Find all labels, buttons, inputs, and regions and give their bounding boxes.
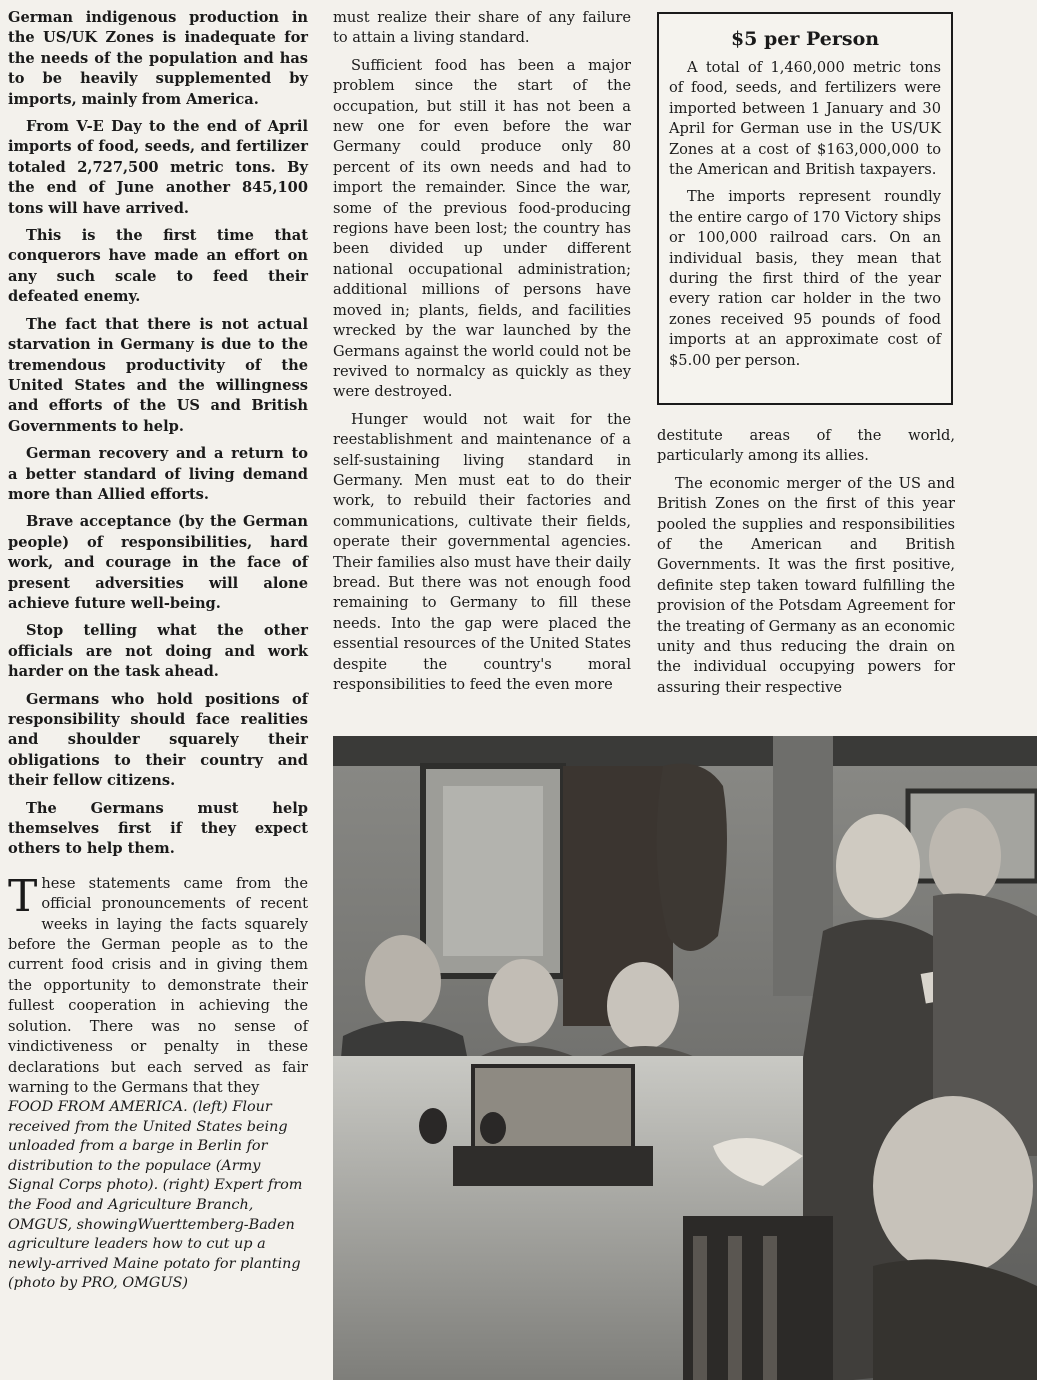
paragraph: The Germans must help themselves first if they expect others to help them. xyxy=(8,799,308,858)
paragraph: German recovery and a return to a better standard of living demand more than Allied efforts. xyxy=(8,445,308,503)
paragraph: This is the first time that conquerors have made an effort on any such scale to feed their defeated enemy. xyxy=(8,227,308,306)
column-3 xyxy=(657,426,955,705)
paragraph: The fact that there is not actual starvation in Germany is due to the tremendous productivity of the United States and the willingness and efforts of the US and British Governments to help. xyxy=(8,315,308,435)
photo-illustration xyxy=(333,736,1037,1380)
paragraph: Brave acceptance (by the German people) of responsibilities, hard work, and courage in the face of present adversities will alone achieve future well-being. xyxy=(8,513,308,612)
paragraph: The economic merger of the US and British Zones on the first of this year pooled the supplies and responsibilities of the American and British Governments. It was the first positive, definite step taken toward fulfilling the provision of the Potsdam Agreement for the treating of Germany as an economic unity and thus reducing the drain on the individual occupying powers for assuring their respective xyxy=(657,474,955,696)
sidebar-box xyxy=(657,12,953,405)
photo-caption: FOOD FROM AMERICA. (left) Flour received from the United States being unloaded from a barge in Berlin for distribution to the populace (Army Signal Corps photo). (right) Expert from the Food and Agriculture Branch, OMGUS, showingWuerttemberg-Baden agriculture leaders how to cut up a newly-arrived Maine potato for planting (photo by PRO, OMGUS) xyxy=(8,1099,303,1292)
paragraph: Germans who hold positions of responsibility should face realities and shoulder squarely their obligations to their country and their fellow citizens. xyxy=(8,690,308,790)
dropcap-letter: T xyxy=(8,870,38,922)
column-2 xyxy=(333,8,631,702)
paragraph: German indigenous production in the US/UK Zones is inadequate for the needs of the population and has to be heavily supplemented by imports, mainly from America. xyxy=(8,9,308,108)
paragraph: destitute areas of the world, particularly among its allies. xyxy=(657,427,955,465)
column-1 xyxy=(8,8,308,1105)
paragraph: From V-E Day to the end of April imports of food, seeds, and fertilizer totaled 2,727,500 metric tons. By the end of June another 845,100 tons will have arrived. xyxy=(8,118,308,217)
meeting-photo xyxy=(333,736,1037,1380)
paragraph: must realize their share of any failure to attain a living standard. xyxy=(333,9,631,47)
paragraph-text: hese statements came from the official pronouncements of recent weeks in laying the facts squarely before the German people as to the current food crisis and in giving them the opportunity to demonstrate their fullest cooperation in achieving the solution. There was no sense of vindictiveness or penalty in these declarations but each served as fair warning to the Germans that they xyxy=(8,874,308,1096)
paragraph: Hunger would not wait for the reestablishment and maintenance of a self-sustaining living standard in Germany. Men must eat to do their work, to rebuild their factories and communications, cultivate their fields, operate their governmental agencies. Their families also must have their daily bread. But there was not enough food remaining to Germany to fill these needs. Into the gap were placed the essential resources of the United States despite the country's moral responsibilities to feed the even more xyxy=(333,410,631,693)
sidebar-title: $5 per Person xyxy=(730,28,880,50)
paragraph: Sufficient food has been a major problem since the start of the occupation, but still it has not been a new one for even before the war Germany could produce only 80 percent of its own needs and had to import the remainder. Since the war, some of the previous food-producing regions have been lost; the country has been divided up under different national occupational administration; additional millions of persons have moved in; plants, fields, and facilities wrecked by the war launched by the Germans against the world could not be revived to normalcy as quickly as they were destroyed. xyxy=(333,56,631,401)
dropcap-paragraph xyxy=(8,870,308,1098)
sidebar-paragraph: A total of 1,460,000 metric tons of food, seeds, and fertilizers were imported between 1 January and 30 April for German use in the US/UK Zones at a cost of $163,000,000 to the American and British taxpayers. xyxy=(669,59,941,179)
sidebar-paragraph: The imports represent roundly the entire cargo of 170 Victory ships or 100,000 railroad cars. On an individual basis, they mean that during the first third of the year every ration car holder in the two zones received 95 pounds of food imports at an approximate cost of $5.00 per person. xyxy=(669,188,941,369)
paragraph: Stop telling what the other officials are not doing and work harder on the task ahead. xyxy=(8,622,308,681)
